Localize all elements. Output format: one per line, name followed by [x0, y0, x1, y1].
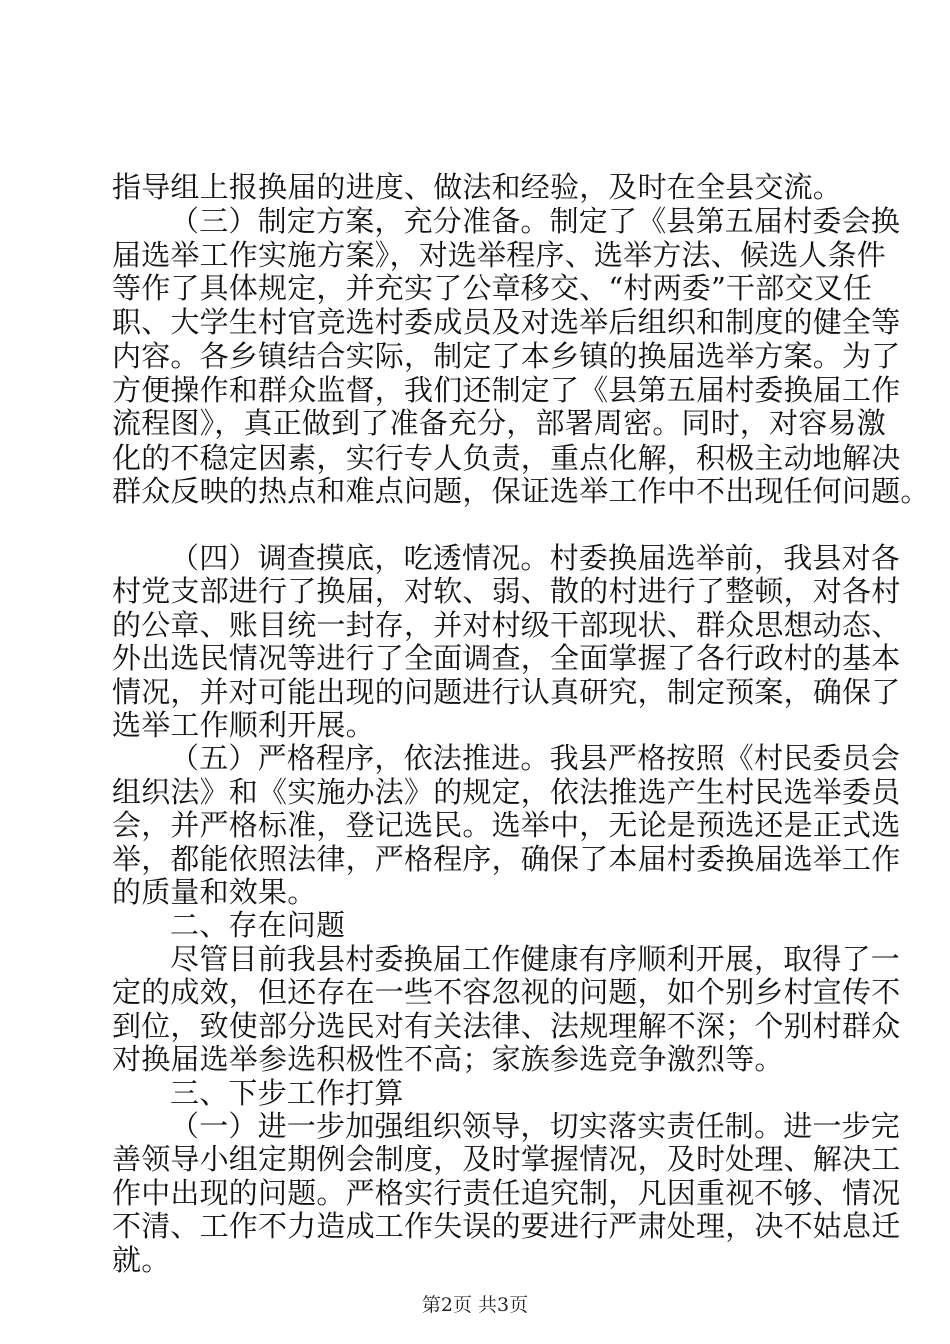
text-line: 内容。各乡镇结合实际，制定了本乡镇的换届选举方案。为了 — [112, 339, 901, 374]
text-line: 善领导小组定期例会制度，及时掌握情况，及时处理、解决工 — [112, 1142, 901, 1177]
text-line: 定的成效，但还存在一些不容忽视的问题，如个别乡村宣传不 — [112, 975, 901, 1010]
text-line: 方便操作和群众监督，我们还制定了《县第五届村委换届工作 — [112, 372, 901, 407]
text-line: 就。 — [112, 1242, 171, 1277]
text-line: （三）制定方案，充分准备。制定了《县第五届村委会换 — [170, 203, 901, 238]
section-heading: 二、存在问题 — [170, 908, 346, 943]
text-line: 的公章、账目统一封存，并对村级干部现状、群众思想动态、 — [112, 607, 901, 642]
page-footer: 第2页 共3页 — [421, 1294, 529, 1316]
text-line: 情况，并对可能出现的问题进行认真研究，制定预案，确保了 — [112, 674, 901, 709]
text-line: 到位，致使部分选民对有关法律、法规理解不深；个别村群众 — [112, 1008, 901, 1043]
text-line: 举，都能依照法律，严格程序，确保了本届村委换届选举工作 — [112, 841, 901, 876]
text-line: （四）调查摸底，吃透情况。村委换届选举前，我县对各 — [170, 540, 901, 575]
text-line: 尽管目前我县村委换届工作健康有序顺利开展，取得了一 — [170, 941, 901, 976]
text-line: 选举工作顺利开展。 — [112, 707, 375, 742]
text-line: （一）进一步加强组织领导，切实落实责任制。进一步完 — [170, 1109, 901, 1144]
text-line: 组织法》和《实施办法》的规定，依法推选产生村民选举委员 — [112, 774, 901, 809]
text-line: 作中出现的问题。严格实行责任追究制，凡因重视不够、情况 — [112, 1175, 901, 1210]
text-line: 群众反映的热点和难点问题，保证选举工作中不出现任何问题。 — [112, 473, 930, 508]
text-line: 流程图》，真正做到了准备充分，部署周密。同时，对容易激 — [112, 406, 886, 441]
text-line: 对换届选举参选积极性不高；家族参选竞争激烈等。 — [112, 1042, 784, 1077]
text-line: 职、大学生村官竞选村委成员及对选举后组织和制度的健全等 — [112, 304, 901, 339]
text-line: 化的不稳定因素，实行专人负责，重点化解，积极主动地解决 — [112, 440, 901, 475]
text-line: 会，并严格标准，登记选民。选举中，无论是预选还是正式选 — [112, 808, 901, 843]
document-page-continued — [112, 0, 930, 1344]
text-line: 村党支部进行了换届，对软、弱、散的村进行了整顿，对各村 — [112, 574, 901, 609]
text-line: （五）严格程序，依法推进。我县严格按照《村民委员会 — [170, 741, 901, 776]
text-line: 不清、工作不力造成工作失误的要进行严肃处理，决不姑息迁 — [112, 1209, 901, 1244]
text-line: 指导组上报换届的进度、做法和经验，及时在全县交流。 — [112, 170, 843, 205]
text-line: 外出选民情况等进行了全面调查，全面掌握了各行政村的基本 — [112, 641, 901, 676]
section-heading: 三、下步工作打算 — [170, 1075, 404, 1110]
text-line: 的质量和效果。 — [112, 875, 317, 910]
text-line: 等作了具体规定，并充实了公章移交、“村两委”干部交叉任 — [112, 271, 873, 306]
text-line: 届选举工作实施方案》，对选举程序、选举方法、候选人条件 — [112, 238, 886, 273]
